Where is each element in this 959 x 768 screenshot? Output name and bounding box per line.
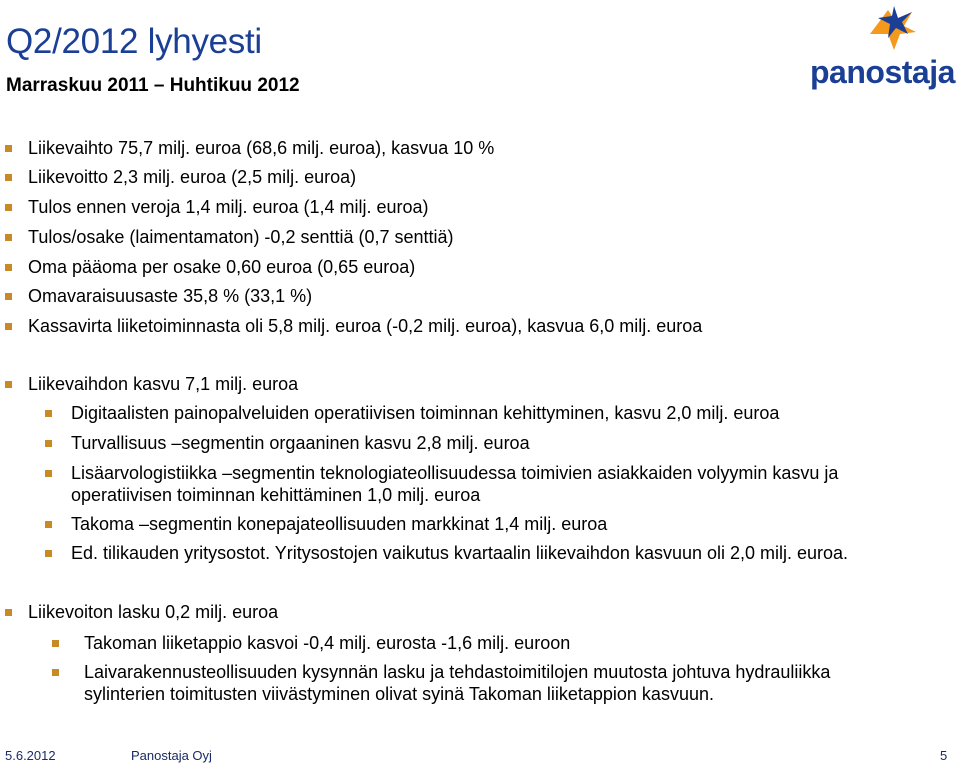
star-icon (870, 6, 916, 50)
bullet-revenue-growth: Liikevaihdon kasvu 7,1 milj. euroa (28, 373, 298, 395)
bullet-marker (5, 204, 12, 211)
sub-bullet-logistics-cont: operatiivisen toiminnan kehittäminen 1,0 milj. euroa (71, 485, 481, 505)
bullet-marker (5, 145, 12, 152)
bullet-marker (45, 521, 52, 528)
bullet-marker (45, 550, 52, 557)
sub-bullet-acquisitions: Ed. tilikauden yritysostot. Yritysostojen vaikutus kvartaalin liikevaihdon kasvuun oli 2,0 milj. euroa. (71, 542, 848, 564)
bullet-cash-flow: Kassavirta liiketoiminnasta oli 5,8 milj. euroa (-0,2 milj. euroa), kasvua 6,0 milj. euroa (28, 315, 702, 337)
panostaja-logo (808, 4, 956, 90)
bullet-operating-profit: Liikevoitto 2,3 milj. euroa (2,5 milj. euroa) (28, 166, 356, 188)
bullet-equity-per-share: Oma pääoma per osake 0,60 euroa (0,65 euroa) (28, 256, 415, 278)
sub-bullet-shipbuilding: Laivarakennusteollisuuden kysynnän lasku ja tehdastoimitilojen muutosta johtuva hydrauliikka (84, 661, 830, 683)
footer-page-number: 5 (940, 748, 948, 763)
bullet-eps: Tulos/osake (laimentamaton) -0,2 senttiä (0,7 senttiä) (28, 226, 454, 248)
bullet-marker (52, 669, 59, 676)
bullet-equity-ratio: Omavaraisuusaste 35,8 % (33,1 %) (28, 285, 312, 307)
bullet-marker (5, 293, 12, 300)
bullet-marker (45, 410, 52, 417)
sub-bullet-logistics: Lisäarvologistiikka –segmentin teknologiateollisuudessa toimivien asiakkaiden volyymin kasvu ja (71, 462, 838, 484)
sub-bullet-takoma-loss: Takoman liiketappio kasvoi -0,4 milj. eurosta -1,6 milj. euroon (84, 632, 570, 654)
footer-company: Panostaja Oyj (131, 748, 212, 763)
bullet-revenue: Liikevaihto 75,7 milj. euroa (68,6 milj. euroa), kasvua 10 % (28, 137, 494, 159)
bullet-marker (5, 264, 12, 271)
bullet-profit-decline: Liikevoiton lasku 0,2 milj. euroa (28, 601, 278, 623)
footer-date: 5.6.2012 (5, 748, 56, 763)
bullet-marker (5, 609, 12, 616)
bullet-marker (5, 234, 12, 241)
sub-bullet-takoma: Takoma –segmentin konepajateollisuuden markkinat 1,4 milj. euroa (71, 513, 607, 535)
bullet-marker (45, 440, 52, 447)
bullet-marker (45, 470, 52, 477)
bullet-profit-before-tax: Tulos ennen veroja 1,4 milj. euroa (1,4 milj. euroa) (28, 196, 429, 218)
bullet-marker (5, 381, 12, 388)
svg-text:panostaja: panostaja (810, 54, 955, 90)
sub-bullet-shipbuilding-cont: sylinterien toimitusten viivästyminen olivat syinä Takoman liiketappion kasvuun. (84, 684, 714, 704)
page-title: Q2/2012 lyhyesti (6, 22, 262, 61)
bullet-marker (5, 174, 12, 181)
bullet-marker (52, 640, 59, 647)
page-subtitle: Marraskuu 2011 – Huhtikuu 2012 (6, 75, 300, 96)
sub-bullet-digital-printing: Digitaalisten painopalveluiden operatiivisen toiminnan kehittyminen, kasvu 2,0 milj. euroa (71, 402, 779, 424)
bullet-marker (5, 323, 12, 330)
sub-bullet-security: Turvallisuus –segmentin orgaaninen kasvu 2,8 milj. euroa (71, 432, 530, 454)
